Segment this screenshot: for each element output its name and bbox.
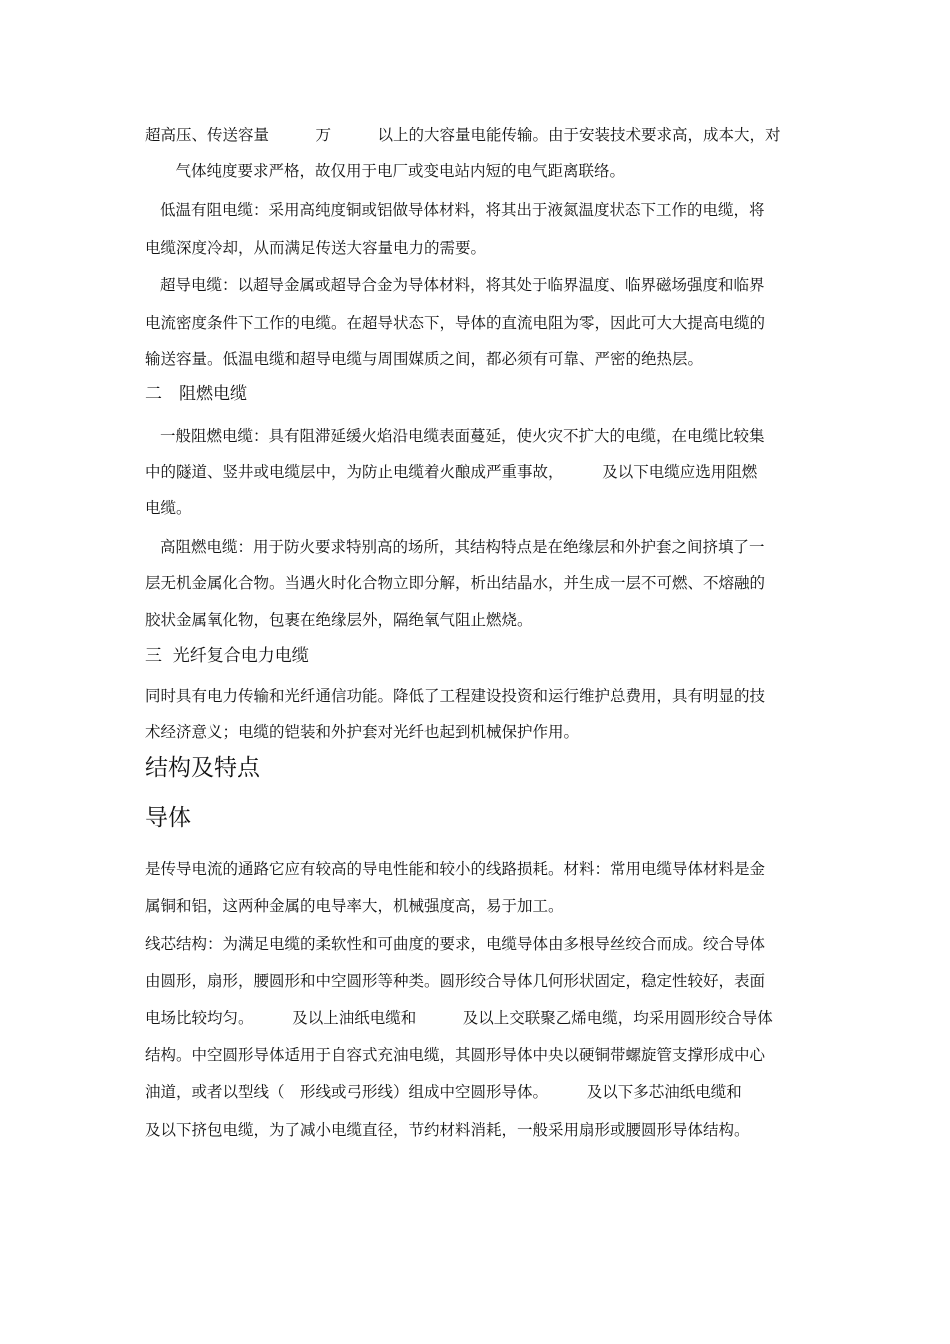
text-line: 输送容量。低温电缆和超导电缆与周围媒质之间，都必须有可靠、严密的绝热层。 (145, 350, 704, 368)
text-line: 及以下挤包电缆，为了减小电缆直径，节约材料消耗，一般采用扇形或腰圆形导体结构。 (145, 1121, 750, 1139)
text-line: 电缆。 (145, 499, 192, 517)
text-line: 气体纯度要求严格，故仅用于电厂或变电站内短的电气距离联络。 (160, 162, 626, 180)
text-line: 油道，或者以型线（ 形线或弓形线）组成中空圆形导体。 及以下多芯油纸电缆和 (145, 1083, 742, 1101)
text-line: 结构。中空圆形导体适用于自容式充油电缆，其圆形导体中央以硬铜带螺旋管支撑形成中心 (145, 1046, 766, 1064)
heading-structure-features: 结构及特点 (145, 755, 260, 781)
text-line: 同时具有电力传输和光纤通信功能。降低了工程建设投资和运行维护总费用，具有明显的技 (145, 687, 766, 705)
text-line: 高阻燃电缆：用于防火要求特别高的场所，其结构特点是在绝缘层和外护套之间挤填了一 (160, 538, 765, 556)
text-line: 层无机金属化合物。当遇火时化合物立即分解，析出结晶水，并生成一层不可燃、不熔融的 (145, 574, 766, 592)
text-line: 由圆形，扇形，腰圆形和中空圆形等种类。圆形绞合导体几何形状固定，稳定性较好，表面 (145, 972, 766, 990)
heading-conductor: 导体 (145, 805, 191, 831)
text-line: 电流密度条件下工作的电缆。在超导状态下，导体的直流电阻为零，因此可大大提高电缆的 (145, 314, 766, 332)
text-line: 低温有阻电缆：采用高纯度铜或铝做导体材料，将其出于液氮温度状态下工作的电缆，将 (160, 201, 765, 219)
text-line: 一般阻燃电缆：具有阻滞延缓火焰沿电缆表面蔓延，使火灾不扩大的电缆，在电缆比较集 (160, 427, 765, 445)
text-line: 电缆深度冷却，从而满足传送大容量电力的需要。 (145, 239, 487, 257)
text-line: 术经济意义；电缆的铠装和外护套对光纤也起到机械保护作用。 (145, 723, 580, 741)
text-line: 中的隧道、竖井或电缆层中，为防止电缆着火酿成严重事故， 及以下电缆应选用阻燃 (145, 463, 758, 481)
text-line: 属铜和铝，这两种金属的电导率大，机械强度高，易于加工。 (145, 897, 564, 915)
section-heading: 三 光纤复合电力电缆 (145, 646, 309, 666)
section-heading: 二 阻燃电缆 (145, 384, 247, 404)
text-line: 胶状金属氧化物，包裹在绝缘层外，隔绝氧气阻止燃烧。 (145, 611, 533, 629)
text-line: 超高压、传送容量 万 以上的大容量电能传输。由于安装技术要求高，成本大，对 (145, 126, 781, 144)
text-line: 电场比较均匀。 及以上油纸电缆和 及以上交联聚乙烯电缆，均采用圆形绞合导体 (145, 1009, 773, 1027)
text-line: 是传导电流的通路它应有较高的导电性能和较小的线路损耗。材料：常用电缆导体材料是金 (145, 860, 766, 878)
text-line: 超导电缆：以超导金属或超导合金为导体材料，将其处于临界温度、临界磁场强度和临界 (160, 276, 765, 294)
text-line: 线芯结构：为满足电缆的柔软性和可曲度的要求，电缆导体由多根导丝绞合而成。绞合导体 (145, 935, 766, 953)
